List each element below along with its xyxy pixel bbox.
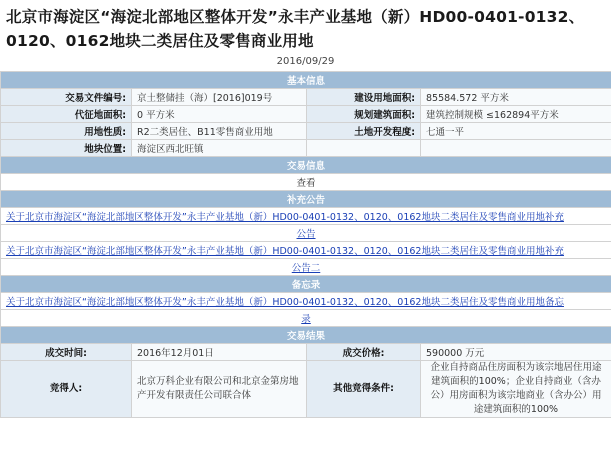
deal-price-value: 590000 万元 xyxy=(421,344,611,361)
location-label: 地块位置: xyxy=(1,140,132,157)
title-line-1: 北京市海淀区“海淀北部地区整体开发”永丰产业基地（新）HD00-0401-0132、 xyxy=(6,8,585,26)
section-basic-title: 基本信息 xyxy=(1,72,611,89)
supplement-link-1-tail[interactable]: 公告 xyxy=(1,225,611,242)
file-no-label: 交易文件编号: xyxy=(1,89,132,106)
section-basic-info xyxy=(1,72,611,89)
section-result-title: 交易结果 xyxy=(1,327,611,344)
deal-time-label: 成交时间: xyxy=(1,344,132,361)
supplement-link-2-tail[interactable]: 公告二 xyxy=(1,259,611,276)
section-supplement-title: 补充公告 xyxy=(1,191,611,208)
section-trade-info xyxy=(1,157,611,174)
location-value: 海淀区西北旺镇 xyxy=(132,140,307,157)
conditions-value: 企业自持商品住房面积为该宗地居住用途建筑面积的100%；企业自持商业（含办公）用房面积为该宗地商业（含办公）用途建筑面积的100% xyxy=(421,361,611,418)
conditions-label: 其他竞得条件: xyxy=(307,361,421,418)
section-memo-title: 备忘录 xyxy=(1,276,611,293)
plan-area-label: 规划建筑面积: xyxy=(307,106,421,123)
deal-price-label: 成交价格: xyxy=(307,344,421,361)
levy-area-label: 代征地面积: xyxy=(1,106,132,123)
levy-area-value: 0 平方米 xyxy=(132,106,307,123)
winner-label: 竞得人: xyxy=(1,361,132,418)
land-use-label: 用地性质: xyxy=(1,123,132,140)
land-area-label: 建设用地面积: xyxy=(307,89,421,106)
empty-cell-b xyxy=(421,140,611,157)
publish-date: 2016/09/29 xyxy=(276,56,335,67)
dev-degree-label: 土地开发程度: xyxy=(307,123,421,140)
file-no-value: 京土整储挂（海）[2016]019号 xyxy=(132,89,307,106)
deal-time-value: 2016年12月01日 xyxy=(132,344,307,361)
section-supplement xyxy=(1,191,611,208)
section-memo xyxy=(1,276,611,293)
supplement-link-2[interactable]: 关于北京市海淀区“海淀北部地区整体开发”永丰产业基地（新）HD00-0401-0132、0120、0162地块二类居住及零售商业用地补充 xyxy=(1,242,611,259)
info-table xyxy=(0,71,611,418)
dev-degree-value: 七通一平 xyxy=(421,123,611,140)
memo-link-tail[interactable]: 录 xyxy=(1,310,611,327)
page-title xyxy=(0,0,611,53)
section-result xyxy=(1,327,611,344)
section-trade-title: 交易信息 xyxy=(1,157,611,174)
view-link[interactable]: 查看 xyxy=(1,174,611,191)
land-area-value: 85584.572 平方米 xyxy=(421,89,611,106)
empty-cell-a xyxy=(307,140,421,157)
plan-area-value: 建筑控制规模 ≤162894平方米 xyxy=(421,106,611,123)
title-line-2: 0120、0162地块二类居住及零售商业用地 xyxy=(6,32,314,50)
land-use-value: R2二类居住、B11零售商业用地 xyxy=(132,123,307,140)
memo-link[interactable]: 关于北京市海淀区“海淀北部地区整体开发”永丰产业基地（新）HD00-0401-0132、0120、0162地块二类居住及零售商业用地备忘 xyxy=(1,293,611,310)
supplement-link-1[interactable]: 关于北京市海淀区“海淀北部地区整体开发”永丰产业基地（新）HD00-0401-0132、0120、0162地块二类居住及零售商业用地补充 xyxy=(1,208,611,225)
winner-value: 北京万科企业有限公司和北京金第房地产开发有限责任公司联合体 xyxy=(132,361,307,418)
